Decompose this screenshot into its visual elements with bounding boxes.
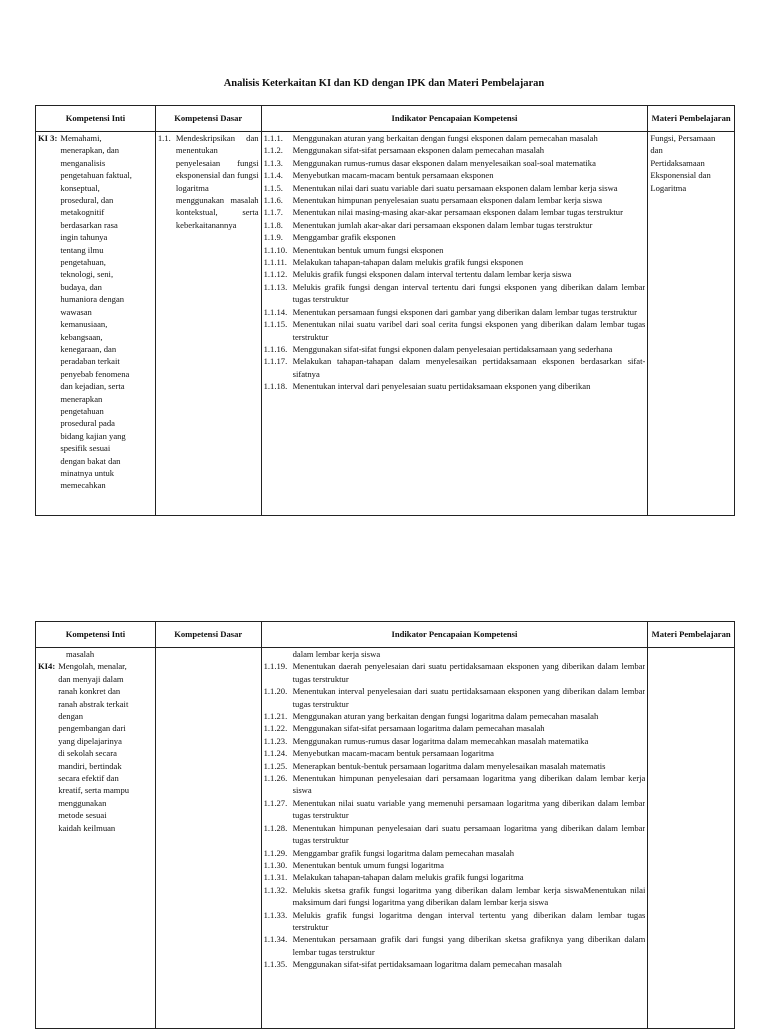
indicator-list-2 xyxy=(264,660,646,970)
ki4-line: kaidah keilmuan xyxy=(58,822,116,833)
indicator-number: 1.1.27. xyxy=(263,797,288,808)
indicator-number: 1.1.30. xyxy=(263,859,288,870)
ki4-line: mandiri, bertindak xyxy=(58,760,122,771)
indicator-text: Menggunakan sifat-sifat pertidaksamaan logaritma dalam pemecahan masalah xyxy=(292,959,562,970)
indicator-number: 1.1.16. xyxy=(263,343,288,354)
indicator-item xyxy=(264,182,646,194)
indicator-text: Menentukan jumlah akar-akar dari persamaan eksponen dalam lembar tugas terstruktur xyxy=(292,219,593,230)
indicator-number: 1.1.23. xyxy=(263,735,288,746)
ki3-line: menganalisis xyxy=(60,157,106,168)
indicator-item xyxy=(264,722,646,734)
kd-cell-empty xyxy=(155,648,261,1029)
indicator-number: 1.1.26. xyxy=(263,773,288,784)
indicator-number: 1.1.34. xyxy=(263,934,288,945)
indicator-text: Menggambar grafik fungsi logaritma dalam pemecahan masalah xyxy=(292,847,515,858)
header-kompetensi-dasar: Kompetensi Dasar xyxy=(155,106,261,132)
materi-cell xyxy=(648,132,735,516)
ki4-line: metode sesuai xyxy=(58,810,107,821)
indicator-text: Menentukan himpunan penyelesaian dari persamaan logaritma yang diberikan dalam lembar kerja siswa xyxy=(292,773,646,796)
indicator-text: Menentukan nilai suatu varibel dari soal cerita fungsi eksponen yang diberikan dalam lembar tugas terstruktur xyxy=(292,319,646,342)
indicator-number: 1.1.7. xyxy=(263,207,283,218)
indicator-text: Menentukan nilai suatu variable yang memenuhi persamaan logaritma yang diberikan dalam lembar tugas terstruktur xyxy=(292,797,646,821)
ki3-line: Memahami, xyxy=(60,133,102,143)
ki3-line: humaniora dengan xyxy=(60,294,125,305)
ki3-line: penyebab fenomena xyxy=(60,368,130,379)
ki4-cell xyxy=(36,648,156,1029)
indicator-number: 1.1.22. xyxy=(263,723,288,734)
indicator-item xyxy=(264,231,646,243)
indicator-number: 1.1.24. xyxy=(263,748,288,759)
indicator-text: Menggunakan aturan yang berkaitan dengan fungsi eksponen dalam pemecahan masalah xyxy=(292,133,598,143)
indicator-text: Menggunakan aturan yang berkaitan dengan fungsi logaritma dalam pemecahan masalah xyxy=(292,711,599,722)
ki3-line: konseptual, xyxy=(60,182,100,193)
indicator-item xyxy=(264,735,646,747)
indicator-number: 1.1.15. xyxy=(263,319,288,330)
indicator-text: Menerapkan bentuk-bentuk persamaan logaritma dalam menyelesaikan masalah matematis xyxy=(292,760,606,771)
indicator-number: 1.1.33. xyxy=(263,909,288,920)
indicator-number: 1.1.14. xyxy=(263,306,288,317)
ki3-line: pengetahuan, xyxy=(60,257,106,268)
header-materi: Materi Pembelajaran xyxy=(648,106,735,132)
indicator-item xyxy=(264,244,646,256)
indicator-item xyxy=(264,710,646,722)
indicator-item xyxy=(264,822,646,847)
ki4-line: ranah konkret dan xyxy=(58,686,121,697)
ki4-line: ranah abstrak terkait xyxy=(58,698,129,709)
indicator-text: Menggunakan sifat-sifat fungsi ekponen dalam penyelesaian pertidaksamaan yang sederhana xyxy=(292,343,613,354)
kd-text: Mendeskripsikan dan menentukan penyelesaian fungsi eksponensial dan fungsi logaritma menggunakan masalah kontekstual, serta keberkaitanannya xyxy=(175,133,259,230)
ki3-line: prosedural pada xyxy=(60,418,115,429)
indicator-number: 1.1.31. xyxy=(263,872,288,883)
competency-table-2 xyxy=(35,621,735,1029)
indicator-item xyxy=(264,132,646,144)
indicator-item xyxy=(264,797,646,822)
indicator-number: 1.1.6. xyxy=(263,195,283,206)
header-kompetensi-inti: Kompetensi Inti xyxy=(36,106,156,132)
indicator-item xyxy=(264,256,646,268)
indicator-text: Menentukan persamaan grafik dari fungsi yang diberikan sketsa grafiknya yang diberikan dalam lembar tugas terstruktur xyxy=(292,934,646,957)
indicator-number: 1.1.32. xyxy=(263,884,288,895)
indicator-number: 1.1.19. xyxy=(263,661,288,672)
ki3-line: spesifik sesuai xyxy=(60,443,111,454)
document-title: Analisis Keterkaitan KI dan KD dengan IPK dan Materi Pembelajaran xyxy=(223,78,545,89)
indicators-cell xyxy=(261,132,648,516)
ki4-code: KI4: xyxy=(38,661,56,672)
materi-cell-empty xyxy=(648,648,735,1029)
ki3-line: tentang ilmu xyxy=(60,244,104,255)
indicator-item xyxy=(264,169,646,181)
indicator-text: Menentukan interval dari penyelesaian suatu pertidaksamaan eksponen yang diberikan xyxy=(292,381,591,392)
indicator-item xyxy=(264,355,646,380)
indicator-item xyxy=(264,772,646,797)
ki3-text xyxy=(60,132,153,492)
indicator-number: 1.1.3. xyxy=(263,157,283,168)
ki3-line: bidang kajian yang xyxy=(60,430,126,441)
materi-line: Eksponensial dan xyxy=(650,170,711,181)
indicator-item xyxy=(264,859,646,871)
ki4-line: yang dipelajarinya xyxy=(58,735,122,746)
materi-line: dan xyxy=(650,145,663,156)
ki3-line: wawasan xyxy=(60,306,92,317)
header-materi: Materi Pembelajaran xyxy=(648,622,735,648)
ki3-line: teknologi, seni, xyxy=(60,269,114,280)
indicator-item xyxy=(264,871,646,883)
indicator-number: 1.1.28. xyxy=(263,822,288,833)
indicator-text: Menentukan nilai dari suatu variable dari suatu persamaan eksponen dalam lembar kerja siswa xyxy=(292,182,618,193)
indicator-text: Menentukan himpunan penyelesaian dari suatu persamaan logaritma yang diberikan dalam lembar tugas terstruktur xyxy=(292,822,646,846)
indicator-continuation: dalam lembar kerja siswa xyxy=(292,649,381,659)
indicator-number: 1.1.5. xyxy=(263,182,283,193)
header-indikator: Indikator Pencapaian Kompetensi xyxy=(261,106,648,132)
indicator-item xyxy=(264,157,646,169)
indicator-item xyxy=(264,380,646,392)
materi-text xyxy=(650,132,732,194)
materi-line: Logaritma xyxy=(650,182,687,193)
indicator-item xyxy=(264,268,646,280)
ki3-line: kenegaraan, dan xyxy=(60,343,117,354)
ki4-line: pengembangan dari xyxy=(58,723,126,734)
indicator-text: Melakukan tahapan-tahapan dalam melukis grafik fungsi logaritma xyxy=(292,872,524,883)
ki4-line: secara efektif dan xyxy=(58,773,119,784)
ki4-line: dengan xyxy=(58,711,84,722)
header-kompetensi-dasar: Kompetensi Dasar xyxy=(155,622,261,648)
kd-cell xyxy=(155,132,261,516)
ki4-line: di sekolah secara xyxy=(58,748,117,759)
ki3-line: prosedural, dan xyxy=(60,195,114,206)
indicator-number: 1.1.20. xyxy=(263,686,288,697)
indicator-item xyxy=(264,847,646,859)
ki3-line: dengan bakat dan xyxy=(60,455,121,466)
indicator-number: 1.1.8. xyxy=(263,219,283,230)
indicator-number: 1.1.11. xyxy=(263,257,287,268)
indicator-list-1 xyxy=(264,132,646,515)
indicator-text: Menyebutkan macam-macam bentuk persamaan logaritma xyxy=(292,748,494,759)
ki3-line: metakognitif xyxy=(60,207,105,218)
indicator-item xyxy=(264,933,646,958)
indicator-text: Menggunakan sifat-sifat persamaan logaritma dalam pemecahan masalah xyxy=(292,723,545,734)
ki4-line: kreatif, serta mampu xyxy=(58,785,130,796)
indicator-text: Melukis grafik fungsi dengan interval tertentu dari fungsi eksponen yang diberikan dalam lembar tugas terstruktur xyxy=(292,281,646,305)
ki3-line: minatnya untuk xyxy=(60,467,115,478)
indicator-item xyxy=(264,343,646,355)
indicator-item xyxy=(264,281,646,306)
indicator-text: Menggunakan rumus-rumus dasar eksponen dalam menyelesaikan soal-soal matematika xyxy=(292,157,596,168)
indicator-item xyxy=(264,884,646,909)
indicator-text: Melukis grafik fungsi logaritma dengan interval tertentu yang diberikan dalam lembar tugas terstruktur xyxy=(292,909,646,932)
indicator-text: Menggambar grafik eksponen xyxy=(292,232,396,243)
indicator-number: 1.1.9. xyxy=(263,232,283,243)
indicator-text: Menggunakan sifat-sifat persamaan eksponen dalam pemecahan masalah xyxy=(292,145,545,156)
ki3-line: menerapkan xyxy=(60,393,103,404)
indicator-item xyxy=(264,219,646,231)
indicator-number: 1.1.10. xyxy=(263,244,288,255)
indicator-text: Menentukan bentuk umum fungsi eksponen xyxy=(292,244,444,255)
indicator-item xyxy=(264,194,646,206)
materi-line: Pertidaksamaan xyxy=(650,157,705,168)
indicator-text: Melukis grafik fungsi eksponen dalam interval tertentu dalam lembar kerja siswa xyxy=(292,269,572,280)
indicator-text: Menentukan himpunan penyelesaian suatu persamaan eksponen dalam lembar kerja siswa xyxy=(292,195,603,206)
indicator-item xyxy=(264,760,646,772)
ki3-line: berdasarkan rasa xyxy=(60,219,118,230)
header-kompetensi-inti: Kompetensi Inti xyxy=(36,622,156,648)
indicator-number: 1.1.35. xyxy=(263,959,288,970)
indicator-number: 1.1.17. xyxy=(263,356,288,367)
ki3-line: ingin tahunya xyxy=(60,232,108,243)
indicator-number: 1.1.4. xyxy=(263,170,283,181)
indicator-item xyxy=(264,958,646,970)
indicator-item xyxy=(264,685,646,710)
indicator-number: 1.1.25. xyxy=(263,760,288,771)
indicator-number: 1.1.21. xyxy=(263,711,288,722)
indicator-text: Menentukan bentuk umum fungsi logaritma xyxy=(292,859,444,870)
indicator-item xyxy=(264,144,646,156)
indicator-number: 1.1.12. xyxy=(263,269,288,280)
indicator-number: 1.1.2. xyxy=(263,145,283,156)
ki3-line: dan kejadian, serta xyxy=(60,381,125,392)
indicators-cell xyxy=(261,648,648,1029)
indicator-text: Menentukan nilai masing-masing akar-akar persamaan eksponen dalam lembar tugas terstruktur xyxy=(292,207,623,218)
ki3-line: memecahkan xyxy=(60,480,106,491)
indicator-item xyxy=(264,909,646,934)
ki3-line: pengetahuan xyxy=(60,405,104,416)
ki3-code: KI 3: xyxy=(38,133,58,143)
kd-number: 1.1. xyxy=(157,133,171,143)
indicator-item xyxy=(264,660,646,685)
competency-table-1 xyxy=(35,105,735,516)
indicator-text: Menentukan interval penyelesaian dari suatu pertidaksamaan eksponen yang diberikan dalam lembar tugas terstruktur xyxy=(292,686,646,709)
indicator-item xyxy=(264,206,646,218)
indicator-item xyxy=(264,318,646,343)
materi-line: Fungsi, Persamaan xyxy=(650,133,716,143)
ki4-line: dan menyaji dalam xyxy=(58,673,124,684)
ki3-line: peradaban terkait xyxy=(60,356,120,367)
indicator-text: Melakukan tahapan-tahapan dalam melukis grafik fungsi eksponen xyxy=(292,257,524,268)
ki4-line: menggunakan xyxy=(58,797,107,808)
indicator-item xyxy=(264,306,646,318)
ki4-text xyxy=(58,660,153,834)
header-indikator: Indikator Pencapaian Kompetensi xyxy=(261,622,648,648)
indicator-text: Menentukan persamaan fungsi eksponen dari gambar yang diberikan dalam lembar tugas terstruktur xyxy=(292,306,637,317)
indicator-number: 1.1.13. xyxy=(263,281,288,292)
ki3-cell xyxy=(36,132,156,516)
indicator-text: Menyebutkan macam-macam bentuk persamaan eksponen xyxy=(292,170,494,181)
ki4-line: Mengolah, menalar, xyxy=(58,661,127,672)
indicator-text: Menggunakan rumus-rumus dasar logaritma dalam memecahkan masalah matematika xyxy=(292,735,589,746)
indicator-number: 1.1.1. xyxy=(263,133,283,143)
ki3-continuation: masalah xyxy=(66,649,95,659)
indicator-text: Melakukan tahapan-tahapan dalam menyelesaikan pertidaksamaan eksponen berdasarkan sifat-sifatnya xyxy=(292,356,646,379)
indicator-number: 1.1.29. xyxy=(263,847,288,858)
ki3-line: kebangsaan, xyxy=(60,331,103,342)
ki3-line: pengetahuan faktual, xyxy=(60,170,132,181)
indicator-text: Melukis sketsa grafik fungsi logaritma yang diberikan dalam lembar kerja siswaMenentukan nilai maksimum dari fungsi logaritma yang diberikan dalam lembar kerja siswa xyxy=(292,884,646,908)
indicator-number: 1.1.18. xyxy=(263,381,288,392)
ki3-line: menerapkan, dan xyxy=(60,145,120,156)
indicator-text: Menentukan daerah penyelesaian dari suatu pertidaksamaan eksponen yang diberikan dalam lembar tugas terstruktur xyxy=(292,661,646,684)
indicator-item xyxy=(264,747,646,759)
ki3-line: budaya, dan xyxy=(60,281,102,292)
ki3-line: kemanusiaan, xyxy=(60,319,108,330)
